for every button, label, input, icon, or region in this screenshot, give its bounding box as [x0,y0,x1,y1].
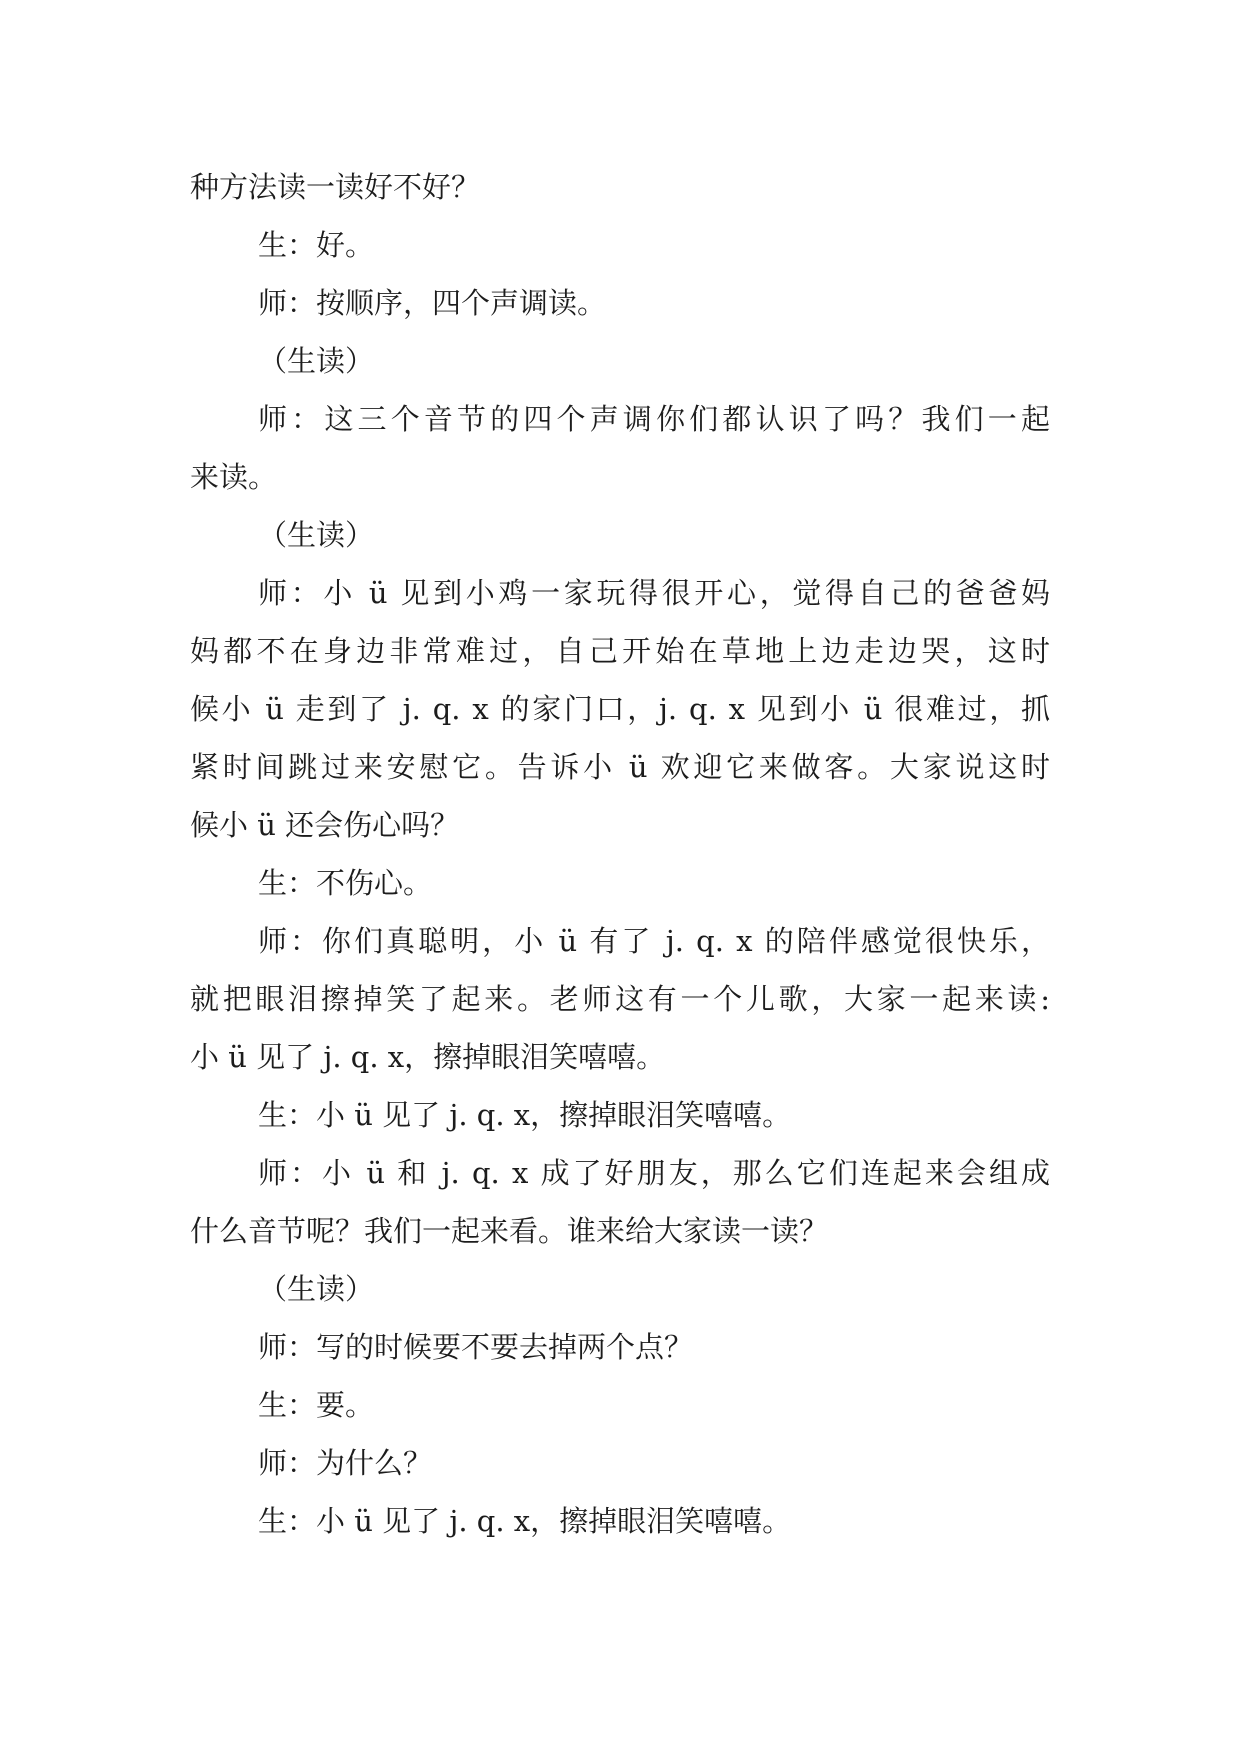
text-line-12: 候小 ü 还会伤心吗？ [190,808,460,842]
text-line-13: 生：不伤心。 [258,866,433,900]
text-line-21: 师：写的时候要不要去掉两个点？ [258,1330,694,1364]
text-line-15: 就把眼泪擦掉笑了起来。老师这有一个儿歌，大家一起来读: [190,982,1050,1016]
text-line-3: 师：按顺序，四个声调读。 [258,286,607,320]
text-line-7: （生读） [258,518,375,552]
text-line-2: 生：好。 [258,228,375,262]
text-line-14: 师：你们真聪明，小 ü 有了 j. q. x 的陪伴感觉很快乐， [258,924,1050,958]
text-line-22: 生：要。 [258,1388,375,1422]
text-line-11: 紧时间跳过来安慰它。告诉小 ü 欢迎它来做客。大家说这时 [190,750,1050,784]
text-line-9: 妈都不在身边非常难过，自己开始在草地上边走边哭，这时 [190,634,1050,668]
text-line-8: 师：小 ü 见到小鸡一家玩得很开心，觉得自己的爸爸妈 [258,576,1050,610]
text-line-1: 种方法读一读好不好？ [190,170,481,204]
text-line-4: （生读） [258,344,375,378]
text-line-19: 什么音节呢？我们一起来看。谁来给大家读一读？ [190,1214,829,1248]
text-line-10: 候小 ü 走到了 j. q. x 的家门口，j. q. x 见到小 ü 很难过，抓 [190,692,1050,726]
text-line-6: 来读。 [190,460,278,494]
text-line-16: 小 ü 见了 j. q. x，擦掉眼泪笑嘻嘻。 [190,1040,666,1074]
text-line-18: 师：小 ü 和 j. q. x 成了好朋友，那么它们连起来会组成 [258,1156,1050,1190]
text-line-24: 生：小 ü 见了 j. q. x，擦掉眼泪笑嘻嘻。 [258,1504,792,1538]
text-line-17: 生：小 ü 见了 j. q. x，擦掉眼泪笑嘻嘻。 [258,1098,792,1132]
text-line-5: 师：这三个音节的四个声调你们都认识了吗？我们一起 [258,402,1050,436]
text-line-23: 师：为什么？ [258,1446,433,1480]
text-line-20: （生读） [258,1272,375,1306]
document-body [190,158,1050,1550]
